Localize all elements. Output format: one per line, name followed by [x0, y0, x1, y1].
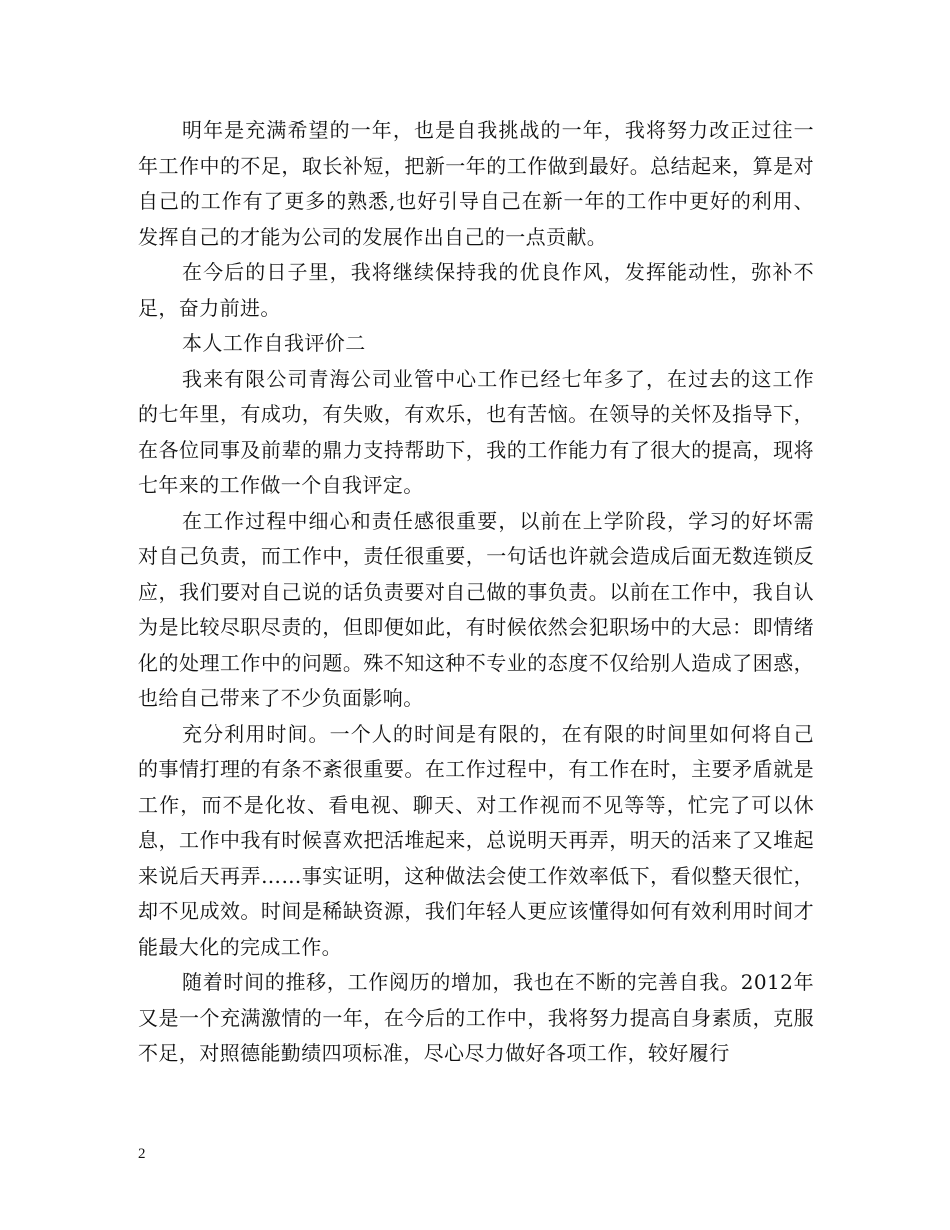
- paragraph-responsibility: 在工作过程中细心和责任感很重要，以前在上学阶段，学习的好坏需对自己负责，而工作中，责任很重要，一句话也许就会造成后面无数连锁反应，我们要对自己说的话负责要对自己做的事负责。以前在工作中，我自认为是比较尽职尽责的，但即便如此，有时候依然会犯职场中的大忌：即情绪化的处理工作中的问题。殊不知这种不专业的态度不仅给别人造成了困惑，也给自己带来了不少负面影响。: [138, 508, 814, 710]
- page-number: 2: [138, 1146, 146, 1162]
- paragraph-time-management: 充分利用时间。一个人的时间是有限的，在有限的时间里如何将自己的事情打理的有条不紊很重要。在工作过程中，有工作在时，主要矛盾就是工作，而不是化妆、看电视、聊天、对工作视而不见等等，忙完了可以休息，工作中我有时候喜欢把活堆起来，总说明天再弄，明天的活来了又堆起来说后天再弄……事实证明，这种做法会使工作效率低下，看似整天很忙，却不见成效。时间是稀缺资源，我们年轻人更应该懂得如何有效利用时间才能最大化的完成工作。: [138, 721, 814, 959]
- section-heading: 本人工作自我评价二: [182, 331, 366, 355]
- paragraph-self-improvement: 随着时间的推移，工作阅历的增加，我也在不断的完善自我。2012年又是一个充满激情的一年，在今后的工作中，我将努力提高自身素质，克服不足，对照德能勤绩四项标准，尽心尽力做好各项工作，较好履行: [138, 970, 814, 1065]
- paragraph-outlook: 在今后的日子里，我将继续保持我的优良作风，发挥能动性，弥补不足，奋力前进。: [138, 260, 814, 320]
- document-body: [138, 113, 814, 1072]
- paragraph-conclusion: 明年是充满希望的一年，也是自我挑战的一年，我将努力改正过往一年工作中的不足，取长补短，把新一年的工作做到最好。总结起来，算是对自己的工作有了更多的熟悉,也好引导自己在新一年的工作中更好的利用、发挥自己的才能为公司的发展作出自己的一点贡献。: [138, 118, 814, 249]
- paragraph-introduction: 我来有限公司青海公司业管中心工作已经七年多了，在过去的这工作的七年里，有成功，有失败，有欢乐，也有苦恼。在领导的关怀及指导下，在各位同事及前辈的鼎力支持帮助下，我的工作能力有了很大的提高，现将七年来的工作做一个自我评定。: [138, 366, 814, 497]
